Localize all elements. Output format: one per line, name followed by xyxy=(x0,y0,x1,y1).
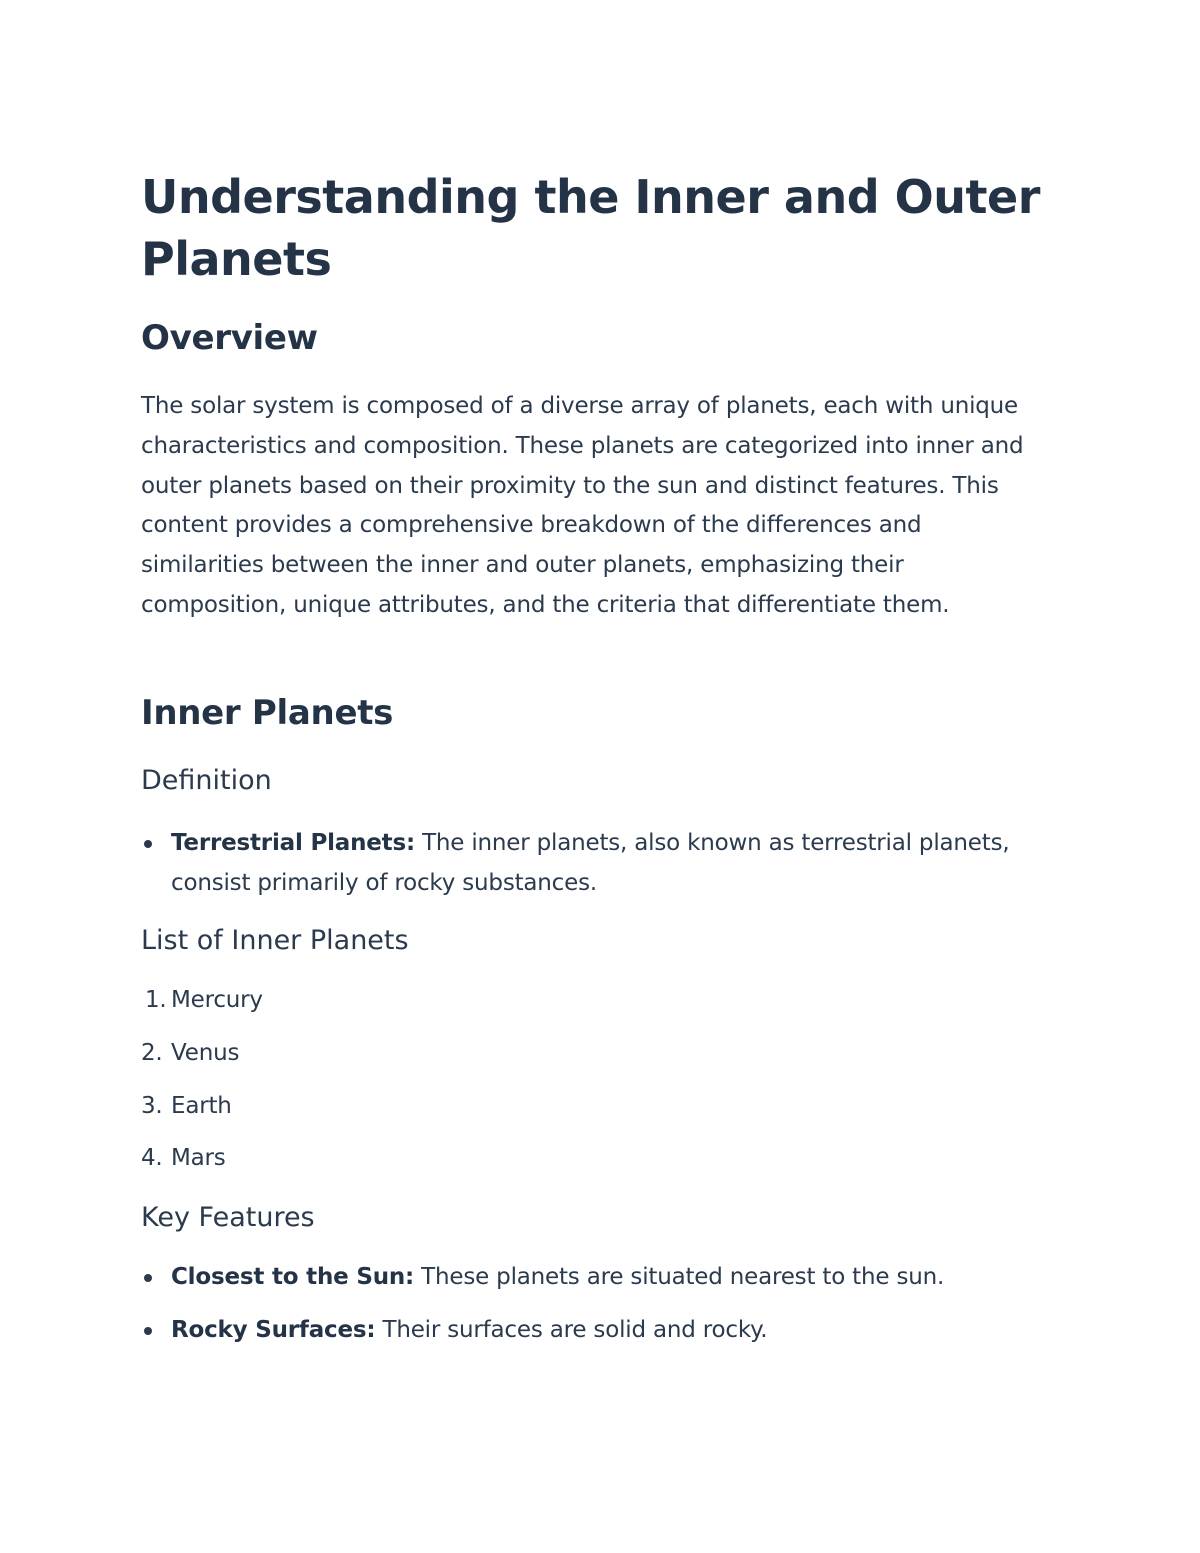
overview-paragraph: The solar system is composed of a diverse array of planets, each with unique characteristics and composition. These planets are categorized into inner and outer planets based on their proximity to the sun and distinct features. This content provides a comprehensive breakdown of the differences and similarities between the inner and outer planets, emphasizing their composition, unique attributes, and the criteria that differentiate them. xyxy=(141,393,1024,618)
list-item-text: The inner planets, also known as terrestrial planets, consist primarily of rocky substances. xyxy=(171,830,1010,896)
list-item xyxy=(141,1087,1051,1127)
list-heading: List of Inner Planets xyxy=(141,925,409,956)
list-item-text: Their surfaces are solid and rocky. xyxy=(375,1316,768,1343)
overview-heading: Overview xyxy=(141,318,318,358)
list-item-text: Mars xyxy=(171,1145,226,1172)
list-item xyxy=(141,1311,1051,1351)
list-item-number: 1. xyxy=(145,987,167,1013)
list-item-number: 2. xyxy=(141,1039,163,1066)
list-item xyxy=(141,1034,1051,1074)
features-list xyxy=(141,1258,1051,1351)
list-item-term: Rocky Surfaces: xyxy=(171,1316,376,1343)
list-item xyxy=(141,1139,1051,1179)
definition-list xyxy=(141,824,1051,904)
list-item-text: Mercury xyxy=(171,987,263,1013)
list-item-term: Terrestrial Planets: xyxy=(171,830,415,856)
list-item xyxy=(141,824,1051,904)
page-title: Understanding the Inner and Outer Planets xyxy=(141,170,1040,286)
features-heading: Key Features xyxy=(141,1202,315,1233)
inner-planets-heading: Inner Planets xyxy=(141,693,394,733)
list-item-text: These planets are situated nearest to the sun. xyxy=(414,1264,945,1290)
list-item-text: Venus xyxy=(171,1039,240,1066)
list-item-number: 4. xyxy=(141,1145,163,1172)
bullet-icon xyxy=(144,1274,152,1282)
inner-planets-list xyxy=(141,981,1051,1179)
bullet-icon xyxy=(144,1327,152,1335)
list-item-number: 3. xyxy=(141,1092,163,1119)
list-item xyxy=(141,1258,1051,1298)
bullet-icon xyxy=(144,840,152,848)
list-item-term: Closest to the Sun: xyxy=(171,1264,415,1290)
list-item xyxy=(141,981,1051,1021)
list-item-text: Earth xyxy=(171,1092,232,1119)
definition-heading: Definition xyxy=(141,765,272,796)
